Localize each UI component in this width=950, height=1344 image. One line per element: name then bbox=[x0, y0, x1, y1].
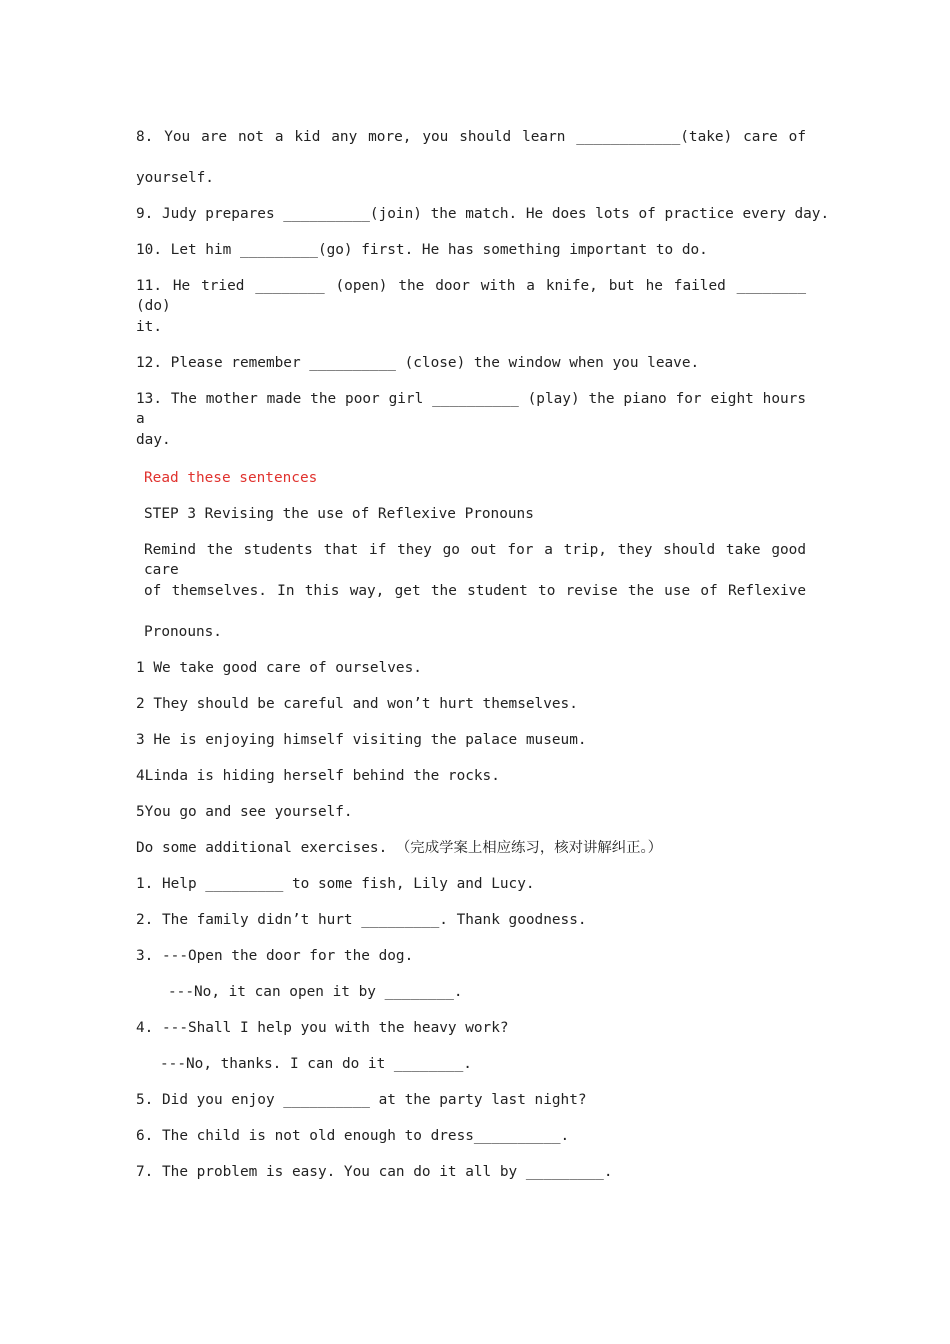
exercise-13-line-1: 13. The mother made the poor girl __________ (play) the piano for eight hours a bbox=[136, 391, 806, 427]
example-sentence-4: 4Linda is hiding herself behind the rocks. bbox=[136, 768, 500, 784]
example-sentence-3: 3 He is enjoying himself visiting the palace museum. bbox=[136, 732, 587, 748]
example-sentence-5: 5You go and see yourself. bbox=[136, 804, 353, 820]
additional-exercise-4-question: 4. ---Shall I help you with the heavy work? bbox=[136, 1020, 509, 1036]
additional-exercises-heading: Do some additional exercises. （完成学案上相应练习，核对讲解纠正。） bbox=[136, 840, 663, 856]
exercise-11-line-1: 11. He tried ________ (open) the door with a knife, but he failed ________ (do) bbox=[136, 278, 806, 314]
example-sentence-1: 1 We take good care of ourselves. bbox=[136, 660, 422, 676]
exercise-9: 9. Judy prepares __________(join) the match. He does lots of practice every day. bbox=[136, 206, 830, 222]
exercise-11-line-2: it. bbox=[136, 319, 162, 335]
example-sentence-2: 2 They should be careful and won’t hurt themselves. bbox=[136, 696, 578, 712]
additional-exercise-3-answer: ---No, it can open it by ________. bbox=[168, 984, 463, 1000]
additional-exercise-5: 5. Did you enjoy __________ at the party last night? bbox=[136, 1092, 587, 1108]
exercise-12: 12. Please remember __________ (close) the window when you leave. bbox=[136, 355, 700, 371]
additional-exercise-7: 7. The problem is easy. You can do it all by _________. bbox=[136, 1164, 613, 1180]
section-heading-read: Read these sentences bbox=[144, 470, 318, 486]
step-3-heading: STEP 3 Revising the use of Reflexive Pronouns bbox=[144, 506, 534, 522]
additional-exercise-4-answer: ---No, thanks. I can do it ________. bbox=[160, 1056, 472, 1072]
additional-exercise-3-question: 3. ---Open the door for the dog. bbox=[136, 948, 414, 964]
exercise-8-line-1: 8. You are not a kid any more, you should learn ____________(take) care of bbox=[136, 129, 806, 145]
additional-exercise-1: 1. Help _________ to some fish, Lily and Lucy. bbox=[136, 876, 535, 892]
exercise-8-line-2: yourself. bbox=[136, 170, 214, 186]
instruction-line-2: of themselves. In this way, get the student to revise the use of Reflexive bbox=[144, 583, 806, 599]
instruction-line-3: Pronouns. bbox=[144, 624, 222, 640]
additional-exercise-2: 2. The family didn’t hurt _________. Thank goodness. bbox=[136, 912, 587, 928]
exercise-13-line-2: day. bbox=[136, 432, 171, 448]
exercise-10: 10. Let him _________(go) first. He has something important to do. bbox=[136, 242, 708, 258]
instruction-line-1: Remind the students that if they go out for a trip, they should take good care bbox=[144, 542, 806, 578]
additional-exercise-6: 6. The child is not old enough to dress__________. bbox=[136, 1128, 570, 1144]
